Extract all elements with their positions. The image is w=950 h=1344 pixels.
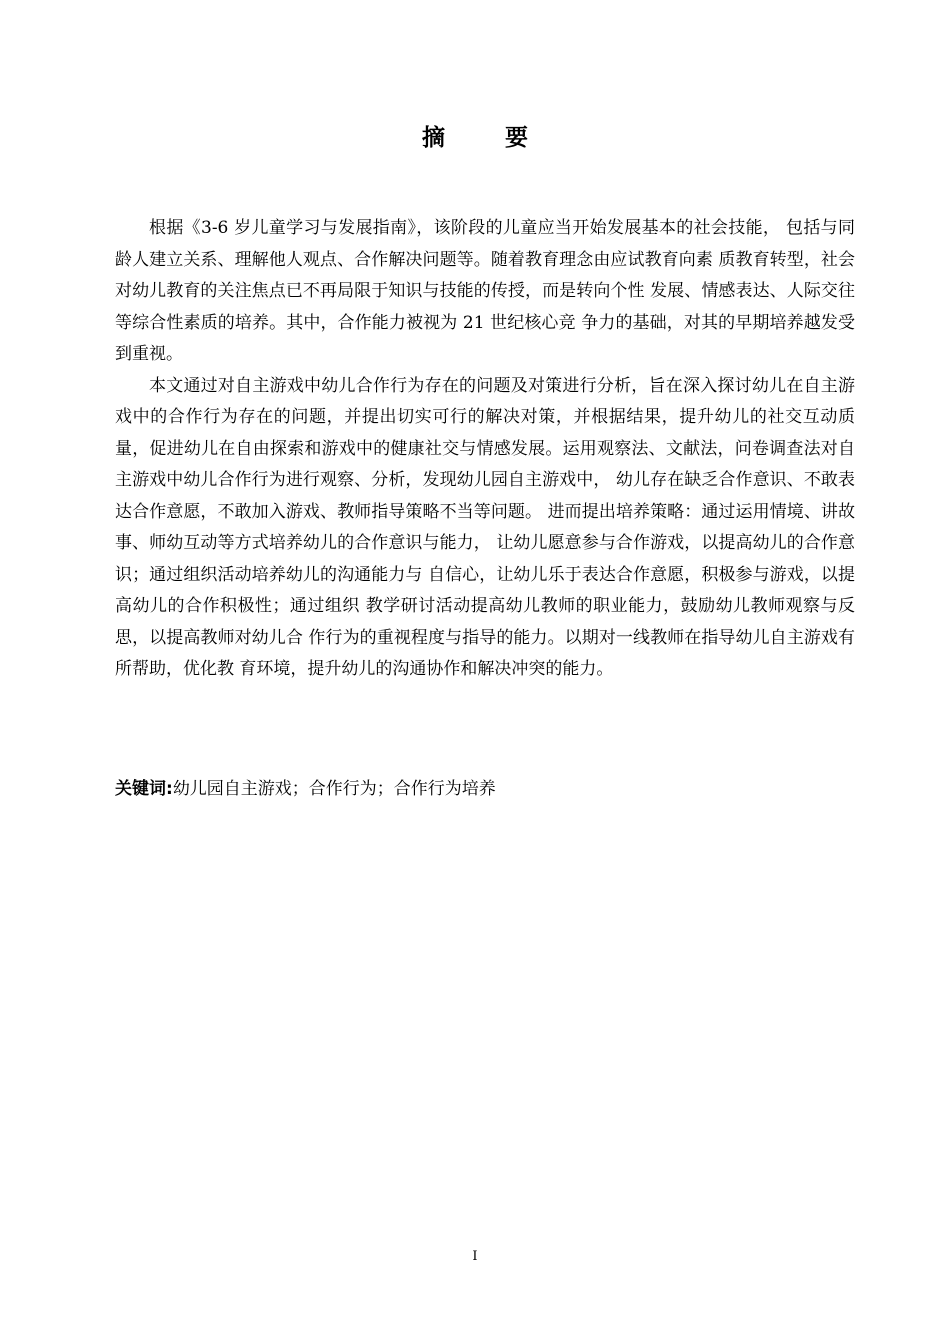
keywords-value: 幼儿园自主游戏；合作行为；合作行为培养	[172, 779, 496, 799]
keywords-line	[115, 774, 855, 804]
page-title: 摘 要	[421, 125, 554, 151]
abstract-paragraph-2: 本文通过对自主游戏中幼儿合作行为存在的问题及对策进行分析，旨在深入探讨幼儿在自主游戏中的合作行为存在的问题，并提出切实可行的解决对策，并根据结果，提升幼儿的社交互动质量，促进幼儿在自由探索和游戏中的健康社交与情感发展。运用观察法、文献法，问卷调查法对自主游戏中幼儿合作行为进行观察、分析，发现幼儿园自主游戏中， 幼儿存在缺乏合作意识、不敢表达合作意愿，不敢加入游戏、教师指导策略不当等问题。 进而提出培养策略：通过运用情境、讲故事、师幼互动等方式培养幼儿的合作意识与能力， 让幼儿愿意参与合作游戏，以提高幼儿的合作意识；通过组织活动培养幼儿的沟通能力与 自信心，让幼儿乐于表达合作意愿，积极参与游戏，以提高幼儿的合作积极性；通过组织 教学研讨活动提高幼儿教师的职业能力，鼓励幼儿教师观察与反思，以提高教师对幼儿合 作行为的重视程度与指导的能力。以期对一线教师在指导幼儿自主游戏有所帮助，优化教 育环境，提升幼儿的沟通协作和解决冲突的能力。	[115, 375, 855, 679]
abstract-paragraph-1: 根据《3-6 岁儿童学习与发展指南》，该阶段的儿童应当开始发展基本的社会技能， 包括与同龄人建立关系、理解他人观点、合作解决问题等。随着教育理念由应试教育向素 质教育转型，社会对幼儿教育的关注焦点已不再局限于知识与技能的传授，而是转向个性 发展、情感表达、人际交往等综合性素质的培养。其中，合作能力被视为 21 世纪核心竞 争力的基础，对其的早期培养越发受到重视。	[115, 218, 855, 364]
abstract-body	[115, 213, 855, 686]
keywords-label: 关键词:	[115, 779, 173, 799]
page-number: I	[472, 1249, 478, 1264]
